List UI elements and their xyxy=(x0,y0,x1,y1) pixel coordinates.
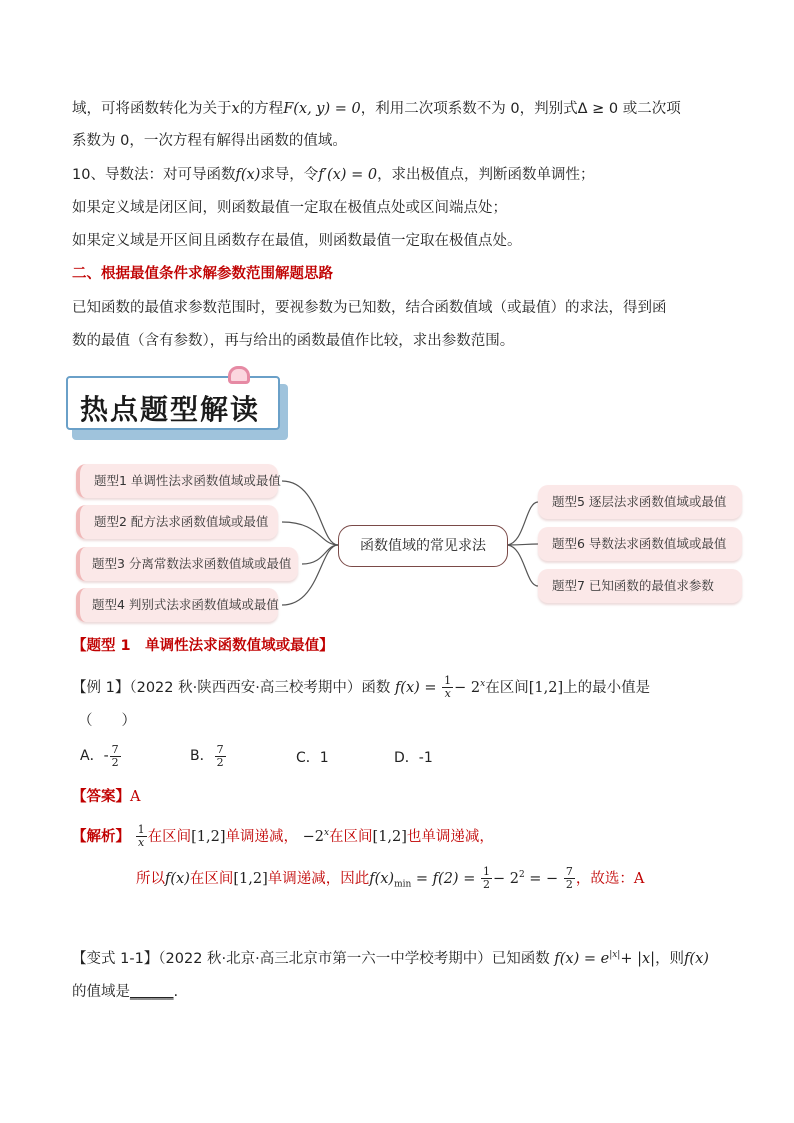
option-label: B． xyxy=(190,748,214,764)
variant-line xyxy=(72,945,709,969)
answer-blank[interactable]: ______ xyxy=(130,984,174,1000)
numerator: 1 xyxy=(137,823,145,837)
numerator: 1 xyxy=(482,865,490,879)
fraction xyxy=(215,744,226,769)
func-lhs: f(x) = xyxy=(394,679,437,696)
numerator: 7 xyxy=(111,742,119,756)
fraction xyxy=(136,824,147,849)
answer-line xyxy=(72,787,140,807)
exponent: x xyxy=(480,679,486,689)
interval: [1,2] xyxy=(372,828,407,845)
interval: [1,2] xyxy=(191,828,226,845)
answer-paren: （ ） xyxy=(78,713,136,729)
math: − 2 xyxy=(492,870,519,887)
text: ，求出极值点，判断函数单调性； xyxy=(377,167,595,183)
math: = − xyxy=(529,870,559,887)
fraction xyxy=(110,744,121,769)
mindmap-node-type5: 题型5 逐层法求函数值域或最值 xyxy=(538,485,742,519)
math-var: x xyxy=(231,101,240,117)
numerator: 7 xyxy=(565,865,573,879)
option-d: D．-1 xyxy=(394,750,433,766)
mindmap-node-type4: 题型4 判别式法求函数值域或最值 xyxy=(76,588,278,622)
example1-line xyxy=(72,674,650,700)
variant-source: （2022 秋·北京·高三北京市第一六一中学校考期中）已知函数 xyxy=(158,950,550,967)
math-equation: F(x, y) = 0 xyxy=(283,101,361,117)
text: 所以 xyxy=(136,870,165,887)
text: 在区间 xyxy=(189,870,234,887)
text: 的值域是 xyxy=(72,984,130,1000)
text: 也单调递减， xyxy=(406,828,494,845)
mindmap-center-node: 函数值域的常见求法 xyxy=(338,525,508,567)
answer-label: 【答案】 xyxy=(72,789,130,805)
text: 单调递减，因此 xyxy=(267,870,370,887)
math: −2 xyxy=(302,828,324,845)
mindmap-node-type1: 题型1 单调性法求函数值域或最值 xyxy=(76,464,278,498)
variant-line-2 xyxy=(72,982,178,1002)
analysis-conclusion xyxy=(136,860,644,900)
fraction xyxy=(564,866,575,891)
analysis-label: 【解析】 xyxy=(72,828,130,845)
paragraph-line: 已知函数的最值求参数范围时，要视参数为已知数，结合函数值域（或最值）的求法，得到函 xyxy=(72,300,667,316)
text: 10、导数法：对可导函数 xyxy=(72,167,236,183)
math: + |x| xyxy=(620,950,656,967)
paragraph-line: 如果定义域是开区间且函数存在最值，则函数最值一定取在极值点处。 xyxy=(72,233,522,249)
analysis-line xyxy=(72,823,494,849)
text: . xyxy=(173,984,179,1000)
denominator: 2 xyxy=(482,878,490,892)
mindmap-node-type2: 题型2 配方法求函数值域或最值 xyxy=(76,505,278,539)
variant-label: 【变式 1-1】 xyxy=(72,950,159,967)
interval: [1,2] xyxy=(528,679,564,696)
example-label: 【例 1】 xyxy=(72,679,130,696)
math-func: f(x) = e xyxy=(554,950,610,967)
denominator: 2 xyxy=(216,755,224,769)
text: 单调递减， xyxy=(225,828,298,845)
text: 的方程 xyxy=(239,101,284,117)
math-func: f(x) xyxy=(235,167,261,183)
denominator: x xyxy=(444,687,451,701)
math-func: f(x) xyxy=(369,870,395,887)
exponent: x xyxy=(323,828,330,838)
connector-line xyxy=(282,481,338,545)
text: 在区间 xyxy=(147,828,192,845)
denominator: 2 xyxy=(565,878,573,892)
subscript: min xyxy=(394,879,412,890)
text: 在区间 xyxy=(329,828,373,845)
connector-line xyxy=(506,502,538,545)
connector-line xyxy=(282,522,338,545)
paragraph-line: 如果定义域是闭区间，则函数最值一定取在极值点处或区间端点处； xyxy=(72,200,507,216)
math-equation: f′(x) = 0 xyxy=(318,167,378,183)
example-source: （2022 秋·陕西西安·高三校考期中）函数 xyxy=(129,679,391,696)
connector-line xyxy=(506,545,538,586)
denominator: 2 xyxy=(111,755,119,769)
text: ，故选： xyxy=(575,870,634,887)
denominator: x xyxy=(138,836,145,850)
text: 在区间 xyxy=(485,679,529,696)
option-a xyxy=(80,741,122,771)
func-rhs: − 2 xyxy=(454,679,481,696)
numerator: 7 xyxy=(216,742,224,756)
math-func: f(x) xyxy=(165,870,190,887)
text: ，利用二次项系数不为 0，判别式Δ ≥ 0 或二次项 xyxy=(360,101,681,117)
exponent: |x| xyxy=(609,950,621,960)
paragraph-line: 系数为 0，一次方程有解得出函数的值域。 xyxy=(72,133,347,149)
numerator: 1 xyxy=(444,674,452,688)
mindmap-node-type6: 题型6 导数法求函数值域或最值 xyxy=(538,527,742,561)
mindmap-node-type7: 题型7 已知函数的最值求参数 xyxy=(538,569,742,603)
text: 上的最小值是 xyxy=(563,679,651,696)
option-label: A．- xyxy=(80,748,109,764)
text: 域，可将函数转化为关于 xyxy=(72,101,232,117)
answer-value: A xyxy=(130,789,141,805)
section-heading: 二、根据最值条件求解参数范围解题思路 xyxy=(72,266,333,282)
paragraph-line: 数的最值（含有参数），再与给出的函数最值作比较，求出参数范围。 xyxy=(72,333,515,349)
option-b xyxy=(190,741,227,771)
fraction xyxy=(442,675,453,700)
math: = f(2) = xyxy=(415,870,476,887)
exponent: 2 xyxy=(518,870,525,880)
option-c: C．1 xyxy=(296,750,329,766)
banner-title: 热点题型解读 xyxy=(80,393,261,426)
math-func: f(x) xyxy=(684,950,709,967)
text: ，则 xyxy=(655,950,685,967)
mindmap-node-type3: 题型3 分离常数法求函数值域或最值 xyxy=(76,547,298,581)
fraction xyxy=(481,866,492,891)
answer-value: A xyxy=(633,870,645,887)
type1-heading: 【题型 1 单调性法求函数值域或最值】 xyxy=(72,638,334,654)
text: 求导，令 xyxy=(260,167,319,183)
interval: [1,2] xyxy=(233,870,268,887)
